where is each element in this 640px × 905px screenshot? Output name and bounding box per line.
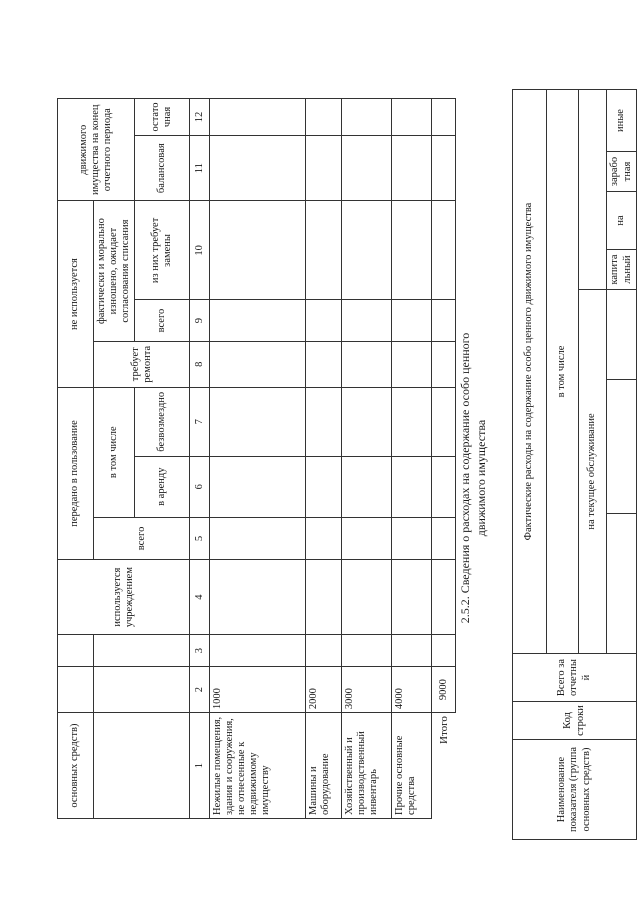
col-number: 5 <box>190 517 210 560</box>
header-residual: остаточная <box>135 99 190 136</box>
col-number: 10 <box>190 201 210 300</box>
header-transferred-incl: в том числе <box>94 387 135 517</box>
col-number: 7 <box>190 387 210 456</box>
row-code: 1000 <box>210 667 306 713</box>
col-indicator-name: Наименование показателя (группа основных средств) <box>513 740 637 840</box>
header-needs-repair: требует ремонта <box>94 341 190 387</box>
header-end-period: движимого имущества на конец отчетного периода <box>58 99 135 201</box>
header-transferred-total: всего <box>94 517 190 560</box>
row-code: 4000 <box>392 667 432 713</box>
col-capital: капитальный <box>607 250 637 290</box>
maintenance-expenses-table <box>512 90 640 840</box>
col-number: 6 <box>190 456 210 517</box>
col-number: 11 <box>190 135 210 201</box>
header-balance: балансовая <box>135 135 190 201</box>
caption-line-2: движимого имущества <box>473 419 488 537</box>
col-actual-expenses: Фактические расходы на содержание особо ценного движимого имущества <box>513 90 547 654</box>
header-rent: в аренду <box>135 456 190 517</box>
total-code: 9000 <box>432 667 456 713</box>
header-transferred: передано в пользование <box>58 387 94 560</box>
header-worn-out: фактически и морально изношено, ожидает согласования списания <box>94 201 135 341</box>
header-worn-total: всего <box>135 300 190 341</box>
row-name: Машины и оборудование <box>306 713 342 819</box>
col-number: 1 <box>190 713 210 819</box>
col-total: Всего за отчетный <box>513 654 637 702</box>
col-number: 4 <box>190 560 210 635</box>
section-caption <box>458 108 518 848</box>
row-code: 2000 <box>306 667 342 713</box>
header-not-used: не используется <box>58 201 94 387</box>
col-number: 2 <box>190 667 210 713</box>
total-label: Итого <box>437 716 450 744</box>
col-on: на <box>607 192 637 250</box>
row-code: 3000 <box>342 667 392 713</box>
col-number: 3 <box>190 634 210 666</box>
header-free-use: безвозмездно <box>135 387 190 456</box>
col-other: иные <box>607 90 637 152</box>
col-number: 9 <box>190 300 210 341</box>
header-assets-group: основных средств) <box>58 713 94 819</box>
row-name: Прочие основные средства <box>392 713 432 819</box>
col-wages: заработная <box>607 152 637 192</box>
col-in-that-number: в том числе <box>547 90 579 654</box>
row-name: Нежилые помещения, здания и сооружения, не отнесенные к недвижимому имуществу <box>210 713 306 819</box>
header-used: используется учреждением <box>58 560 190 635</box>
fixed-assets-table <box>57 98 450 838</box>
col-number: 12 <box>190 99 210 136</box>
caption-line-1: 2.5.2. Сведения о расходах на содержание особо ценного <box>458 332 472 624</box>
row-name: Хозяйственный и производственный инвентарь <box>342 713 392 819</box>
col-number: 8 <box>190 341 210 387</box>
header-worn-replace: из них требует замены <box>135 201 190 300</box>
col-row-code: Код строки <box>513 702 637 740</box>
col-current-maintenance: на текущее обслуживание <box>579 290 607 654</box>
